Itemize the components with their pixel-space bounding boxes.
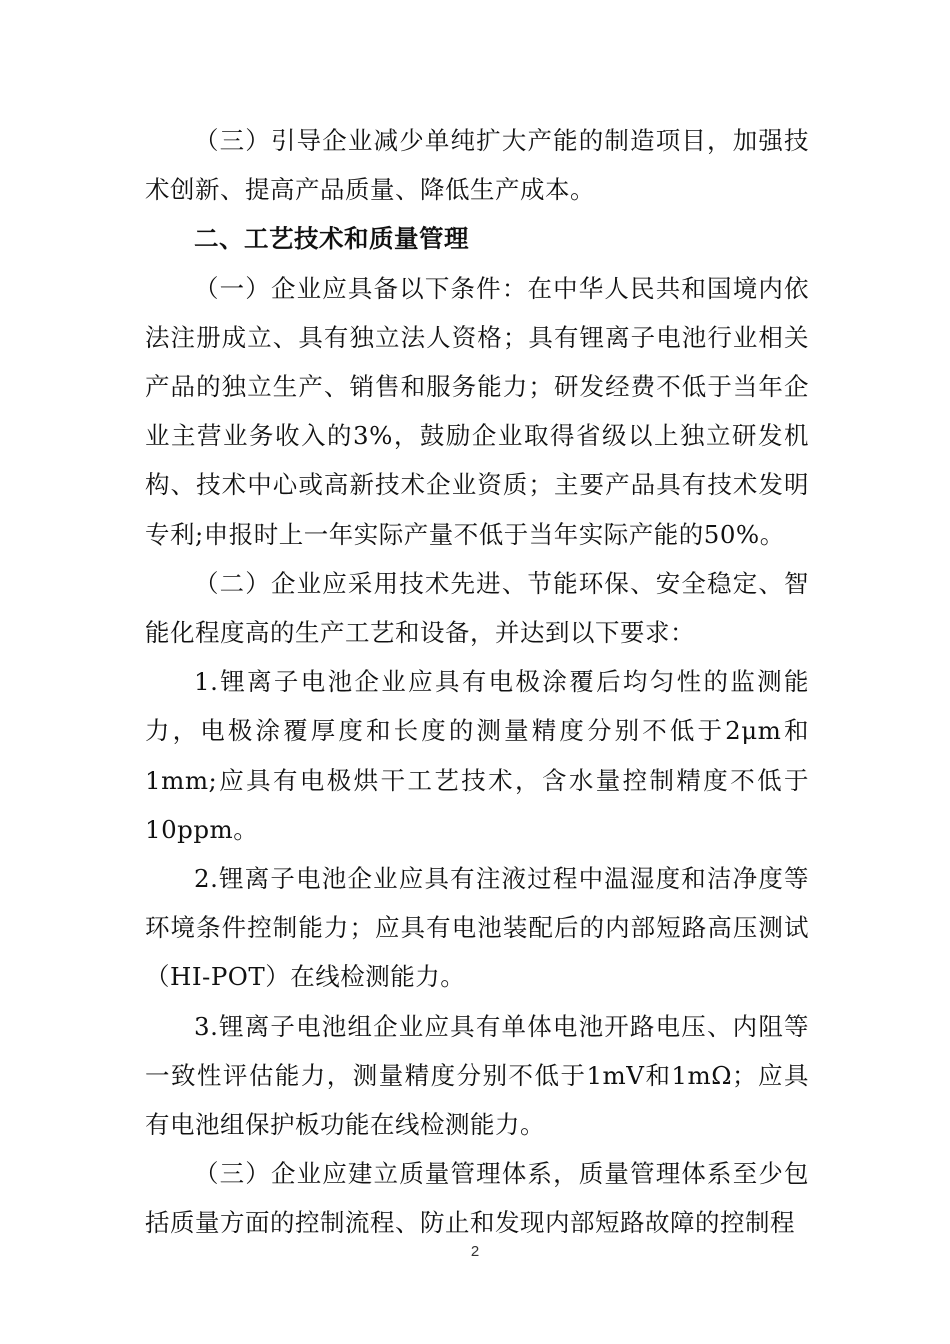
document-body (145, 116, 809, 1248)
paragraph-requirement-3: 3.锂离子电池组企业应具有单体电池开路电压、内阻等一致性评估能力，测量精度分别不低于1mV和1mΩ；应具有电池组保护板功能在线检测能力。 (145, 1011, 809, 1140)
paragraph-requirement-2: 2.锂离子电池企业应具有注液过程中温湿度和洁净度等环境条件控制能力；应具有电池装配后的内部短路高压测试（HI-POT）在线检测能力。 (145, 864, 809, 992)
paragraph-conditions: （一）企业应具备以下条件：在中华人民共和国境内依法注册成立、具有独立法人资格；具有锂离子电池行业相关产品的独立生产、销售和服务能力；研发经费不低于当年企业主营业务收入的3%，鼓励企业取得省级以上独立研发机构、技术中心或高新技术企业资质；主要产品具有技术发明专利;申报时上一年实际产量不低于当年实际产能的50%。 (145, 273, 809, 549)
section-heading: 二、工艺技术和质量管理 (194, 224, 469, 254)
paragraph-process-requirements: （二）企业应采用技术先进、节能环保、安全稳定、智能化程度高的生产工艺和设备，并达到以下要求： (145, 568, 809, 648)
paragraph-quality-system: （三）企业应建立质量管理体系，质量管理体系至少包括质量方面的控制流程、防止和发现内部短路故障的控制程 (145, 1159, 809, 1238)
paragraph-guidance: （三）引导企业减少单纯扩大产能的制造项目，加强技术创新、提高产品质量、降低生产成本。 (145, 126, 809, 205)
paragraph-requirement-1: 1.锂离子电池企业应具有电极涂覆后均匀性的监测能力，电极涂覆厚度和长度的测量精度分别不低于2μm和1mm;应具有电极烘干工艺技术，含水量控制精度不低于10ppm。 (145, 667, 809, 844)
page-number: 2 (470, 1243, 480, 1260)
